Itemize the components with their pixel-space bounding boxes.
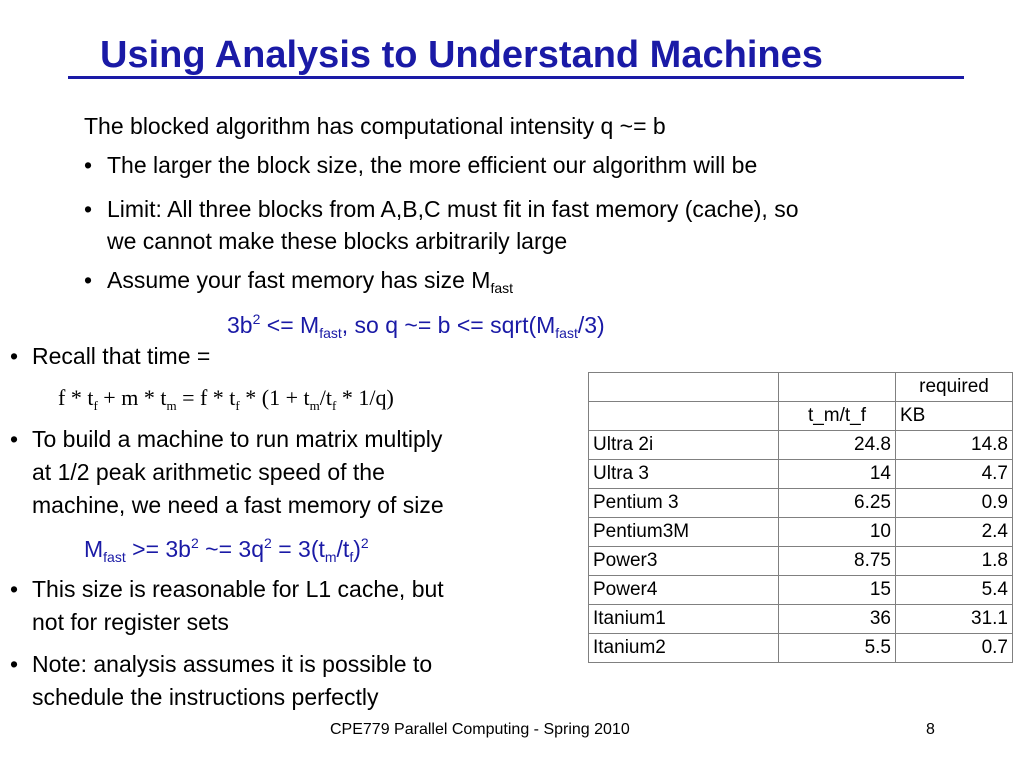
table-header-cell: KB <box>896 402 1013 431</box>
tm-tf-value: 36 <box>779 605 896 634</box>
machine-name: Pentium3M <box>589 518 779 547</box>
machine-name: Power3 <box>589 547 779 576</box>
bullet-l1-line1: This size is reasonable for L1 cache, but <box>32 576 444 602</box>
table-row <box>589 518 1013 547</box>
footer-course: CPE779 Parallel Computing - Spring 2010 <box>330 721 630 738</box>
bullet-marker: • <box>10 343 19 369</box>
bullet-marker: • <box>84 152 93 178</box>
bullet-marker: • <box>84 267 93 293</box>
table-row <box>589 489 1013 518</box>
required-kb-value: 4.7 <box>896 460 1013 489</box>
table-row <box>589 634 1013 663</box>
tm-tf-value: 5.5 <box>779 634 896 663</box>
table-header-cell: t_m/t_f <box>779 402 896 431</box>
bullet-marker: • <box>84 196 93 222</box>
table-header-row <box>589 373 1013 402</box>
table-row <box>589 460 1013 489</box>
bullet-build-line3: machine, we need a fast memory of size <box>32 492 444 518</box>
tm-tf-value: 15 <box>779 576 896 605</box>
tm-tf-value: 24.8 <box>779 431 896 460</box>
tm-tf-value: 14 <box>779 460 896 489</box>
required-kb-value: 14.8 <box>896 431 1013 460</box>
required-kb-value: 1.8 <box>896 547 1013 576</box>
tm-tf-value: 10 <box>779 518 896 547</box>
intro-text: The blocked algorithm has computational intensity q ~= b <box>84 113 666 139</box>
required-kb-value: 5.4 <box>896 576 1013 605</box>
machine-name: Pentium 3 <box>589 489 779 518</box>
machine-name: Ultra 3 <box>589 460 779 489</box>
bullet-fast-memory: Assume your fast memory has size $M_{fast}$ <box>107 267 514 296</box>
bullet-marker: • <box>10 426 19 452</box>
bullet-build-line1: To build a machine to run matrix multiply <box>32 426 443 452</box>
machine-name: Itanium2 <box>589 634 779 663</box>
equation-block-limit: $3b^2 <= M_{fast}$, so q ~= $b <= sqrt(M_{fast}/3)$ <box>227 311 605 341</box>
bullet-note-line2: schedule the instructions perfectly <box>32 684 379 710</box>
table-row <box>589 605 1013 634</box>
machine-name: Power4 <box>589 576 779 605</box>
required-kb-value: 0.7 <box>896 634 1013 663</box>
machine-name: Ultra 2i <box>589 431 779 460</box>
bullet-recall: Recall that time = <box>32 343 211 369</box>
page-number: 8 <box>926 721 935 738</box>
time-equation: $f * t_f + m * t_m = f * t_f * (1 + t_m/t_f * 1/q)$ <box>58 385 394 413</box>
table-row <box>589 547 1013 576</box>
bullet-marker: • <box>10 651 19 677</box>
equation-memory-size: $M_{fast} >= 3b^2$ ~= $3q^2 = 3(t_m/t_f)^2$ <box>84 535 369 565</box>
bullet-build-line2: at 1/2 peak arithmetic speed of the <box>32 459 385 485</box>
bullet-limit-line1: Limit: All three blocks from A,B,C must fit in fast memory (cache), so <box>107 196 799 222</box>
table-header-row <box>589 402 1013 431</box>
required-kb-value: 2.4 <box>896 518 1013 547</box>
table-row <box>589 576 1013 605</box>
tm-tf-value: 6.25 <box>779 489 896 518</box>
table-header-cell <box>779 373 896 402</box>
bullet-marker: • <box>10 576 19 602</box>
required-kb-value: 31.1 <box>896 605 1013 634</box>
bullet-block-size: The larger the block size, the more efficient our algorithm will be <box>107 152 758 178</box>
bullet-l1-line2: not for register sets <box>32 609 229 635</box>
table-header-cell <box>589 402 779 431</box>
machine-table <box>588 372 1013 663</box>
table-row <box>589 431 1013 460</box>
bullet-note-line1: Note: analysis assumes it is possible to <box>32 651 433 677</box>
required-kb-value: 0.9 <box>896 489 1013 518</box>
table-header-cell <box>589 373 779 402</box>
slide-title: Using Analysis to Understand Machines <box>68 34 964 79</box>
table-header-cell: required <box>896 373 1013 402</box>
tm-tf-value: 8.75 <box>779 547 896 576</box>
machine-name: Itanium1 <box>589 605 779 634</box>
bullet-limit-line2: we cannot make these blocks arbitrarily large <box>107 228 568 254</box>
